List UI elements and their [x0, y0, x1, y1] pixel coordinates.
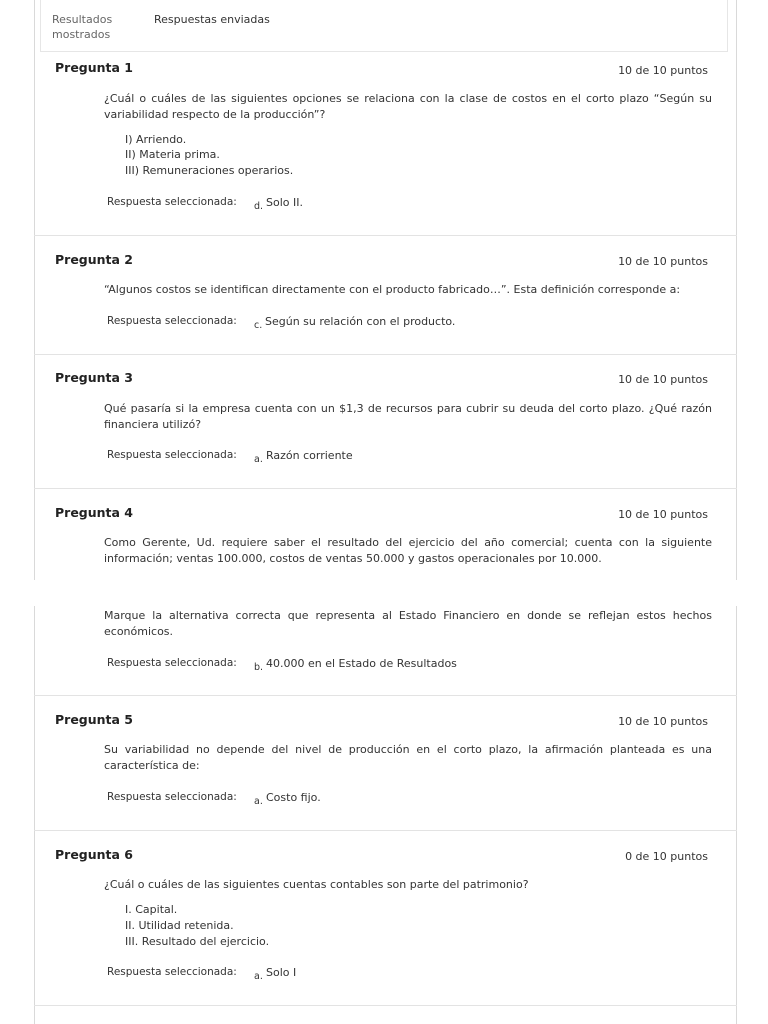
- question-divider: [34, 235, 737, 236]
- page-right-border: [736, 606, 737, 1024]
- question-title: Pregunta 3: [55, 370, 134, 385]
- page-break: [0, 580, 768, 606]
- results-label: Resultados mostrados: [52, 13, 113, 41]
- question-points: 10 de 10 puntos: [618, 508, 708, 521]
- question-text-continued: Marque la alternativa correcta que representa al Estado Financiero en donde se reflejan estos hechos económicos.: [104, 609, 712, 638]
- question-points: 10 de 10 puntos: [618, 255, 708, 268]
- question-points: 0 de 10 puntos: [625, 850, 708, 863]
- selected-answer-text: Según su relación con el producto.: [265, 315, 456, 328]
- selected-answer-text: Razón corriente: [266, 449, 353, 462]
- selected-answer-label: Respuesta seleccionada:: [107, 657, 237, 669]
- selected-answer-label: Respuesta seleccionada:: [107, 449, 237, 461]
- question-text: Su variabilidad no depende del nivel de producción en el corto plazo, la afirmación planteada es una característica de:: [104, 743, 712, 772]
- selected-answer-label: Respuesta seleccionada:: [107, 966, 237, 978]
- selected-answer-letter: b.: [254, 662, 264, 673]
- selected-answer-letter: a.: [254, 971, 263, 982]
- option-item: III. Resultado del ejercicio.: [125, 935, 270, 948]
- selected-answer-letter: a.: [254, 454, 263, 465]
- question-title: Pregunta 6: [55, 847, 134, 862]
- question-divider: [34, 830, 737, 831]
- selected-answer-letter: a.: [254, 796, 263, 807]
- page-left-border: [34, 606, 35, 1024]
- question-text: ¿Cuál o cuáles de las siguientes opciones se relaciona con la clase de costos en el corto plazo “Según su variabilidad respecto de la producción”?: [104, 92, 712, 121]
- page-left-border: [34, 0, 35, 580]
- selected-answer-letter: c.: [254, 320, 263, 331]
- question-divider: [34, 354, 737, 355]
- question-text: Qué pasaría si la empresa cuenta con un $1,3 de recursos para cubrir su deuda del corto plazo. ¿Qué razón financiera utilizó?: [104, 402, 712, 431]
- selected-answer-text: 40.000 en el Estado de Resultados: [266, 657, 457, 670]
- option-item: II. Utilidad retenida.: [125, 919, 234, 932]
- question-divider: [34, 1005, 737, 1006]
- selected-answer-label: Respuesta seleccionada:: [107, 791, 237, 803]
- selected-answer-text: Costo fijo.: [266, 791, 321, 804]
- results-value: Respuestas enviadas: [154, 13, 270, 26]
- question-points: 10 de 10 puntos: [618, 64, 708, 77]
- question-title: Pregunta 4: [55, 505, 134, 520]
- question-divider: [34, 488, 737, 489]
- question-text: Como Gerente, Ud. requiere saber el resultado del ejercicio del año comercial; cuenta con la siguiente información; ventas 100.000, costos de ventas 50.000 y gastos operacionales por 10.000.: [104, 536, 712, 565]
- option-item: I) Arriendo.: [125, 133, 187, 146]
- question-title: Pregunta 5: [55, 712, 134, 727]
- page-right-border: [736, 0, 737, 580]
- question-title: Pregunta 2: [55, 252, 134, 267]
- question-text: ¿Cuál o cuáles de las siguientes cuentas contables son parte del patrimonio?: [104, 878, 529, 891]
- selected-answer-label: Respuesta seleccionada:: [107, 315, 237, 327]
- option-item: II) Materia prima.: [125, 148, 220, 161]
- option-item: III) Remuneraciones operarios.: [125, 164, 294, 177]
- selected-answer-text: Solo II.: [266, 196, 303, 209]
- selected-answer-letter: d.: [254, 201, 264, 212]
- question-text: “Algunos costos se identifican directamente con el producto fabricado…”. Esta definición corresponde a:: [104, 283, 681, 296]
- question-divider: [34, 695, 737, 696]
- option-item: I. Capital.: [125, 903, 178, 916]
- question-points: 10 de 10 puntos: [618, 715, 708, 728]
- results-info-box: [40, 0, 728, 52]
- question-points: 10 de 10 puntos: [618, 373, 708, 386]
- selected-answer-label: Respuesta seleccionada:: [107, 196, 237, 208]
- question-title: Pregunta 1: [55, 60, 134, 75]
- selected-answer-text: Solo I: [266, 966, 297, 979]
